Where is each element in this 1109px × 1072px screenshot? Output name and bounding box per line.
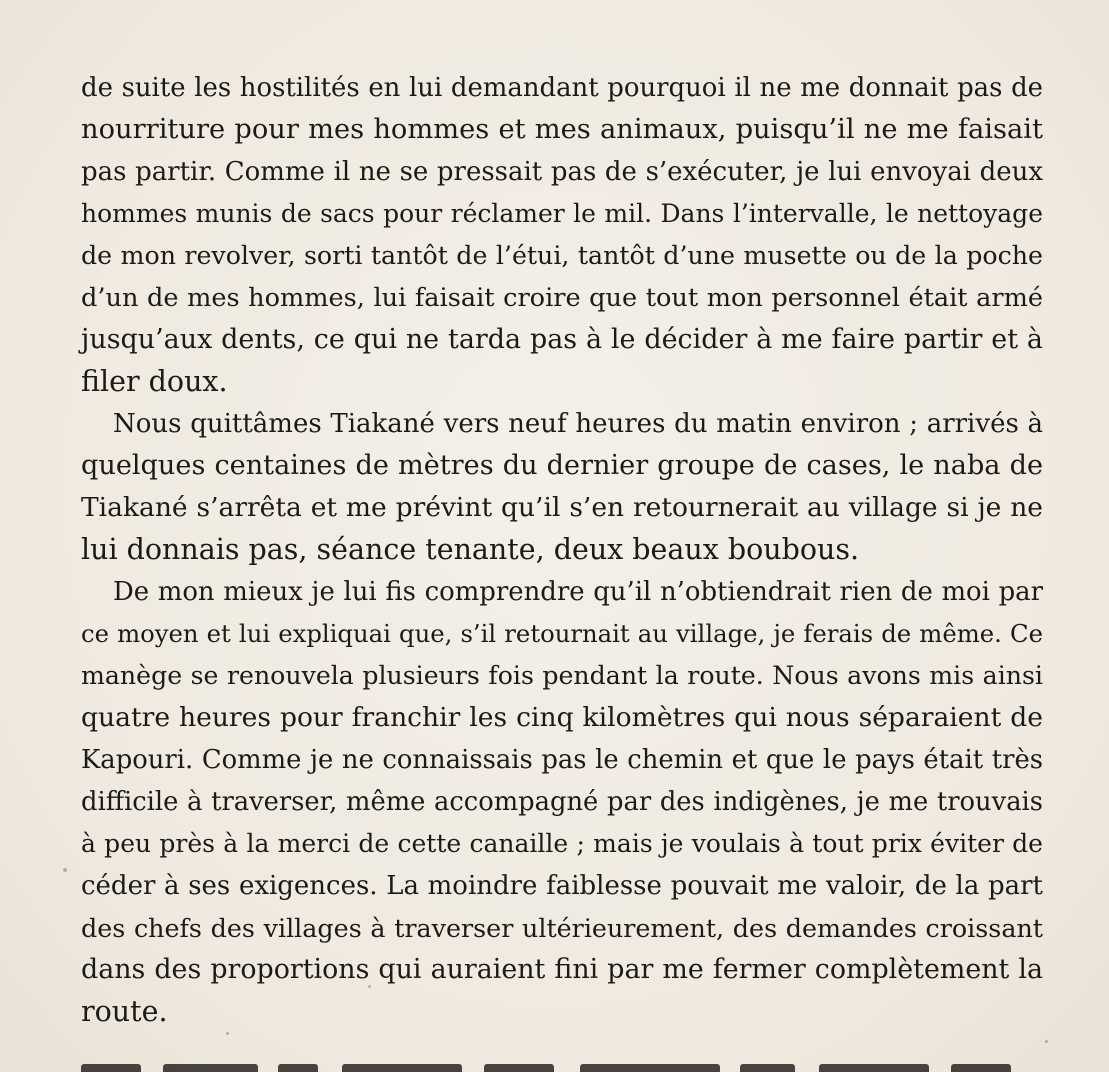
paragraph-start: De mon mieux je lui fis comprendre qu’il n’obtiendrait rien de moi par [113, 577, 1043, 607]
text-line: quelques centaines de mètres du dernier groupe de cases, le naba de [81, 450, 1043, 481]
paragraph-start: Nous quittâmes Tiakané vers neuf heures du matin environ ; arrivés à [113, 409, 1043, 439]
text-line: manège se renouvela plusieurs fois pendant la route. Nous avons mis ainsi [81, 661, 1043, 690]
text-line: filer doux. [81, 365, 228, 398]
text-line: Kapouri. Comme je ne connaissais pas le chemin et que le pays était très [81, 745, 1043, 775]
text-line: céder à ses exigences. La moindre faiblesse pouvait me valoir, de la part [81, 871, 1043, 901]
text-line: lui donnais pas, séance tenante, deux beaux boubous. [81, 533, 860, 566]
paper-speck [63, 868, 67, 872]
text-line: quatre heures pour franchir les cinq kilomètres qui nous séparaient de [81, 702, 1043, 733]
paper-speck [368, 985, 371, 988]
cut-off-line [81, 1058, 1043, 1072]
text-line: jusqu’aux dents, ce qui ne tarda pas à le décider à me faire partir et à [81, 324, 1043, 355]
text-line: nourriture pour mes hommes et mes animaux, puisqu’il ne me faisait [81, 114, 1043, 145]
text-line: route. [81, 995, 168, 1028]
text-line: pas partir. Comme il ne se pressait pas de s’exécuter, je lui envoyai deux [81, 157, 1043, 187]
text-line: d’un de mes hommes, lui faisait croire que tout mon personnel était armé [81, 283, 1043, 313]
text-line: ce moyen et lui expliquai que, s’il retournait au village, je ferais de même. Ce [81, 619, 1043, 648]
text-line: des chefs des villages à traverser ultérieurement, des demandes croissant [81, 913, 1043, 943]
text-line: hommes munis de sacs pour réclamer le mil. Dans l’intervalle, le nettoyage [81, 199, 1043, 228]
paper-speck [1045, 1040, 1048, 1043]
text-line: difficile à traverser, même accompagné par des indigènes, je me trouvais [81, 787, 1043, 817]
text-line: dans des proportions qui auraient fini par me fermer complètement la [81, 954, 1043, 985]
text-line: de suite les hostilités en lui demandant pourquoi il ne me donnait pas de [81, 73, 1043, 103]
text-line: Tiakané s’arrêta et me prévint qu’il s’en retournerait au village si je ne [81, 492, 1043, 523]
text-line: à peu près à la merci de cette canaille ; mais je voulais à tout prix éviter de [81, 829, 1043, 858]
text-line: de mon revolver, sorti tantôt de l’étui, tantôt d’une musette ou de la poche [81, 241, 1043, 270]
paper-speck [226, 1032, 229, 1035]
